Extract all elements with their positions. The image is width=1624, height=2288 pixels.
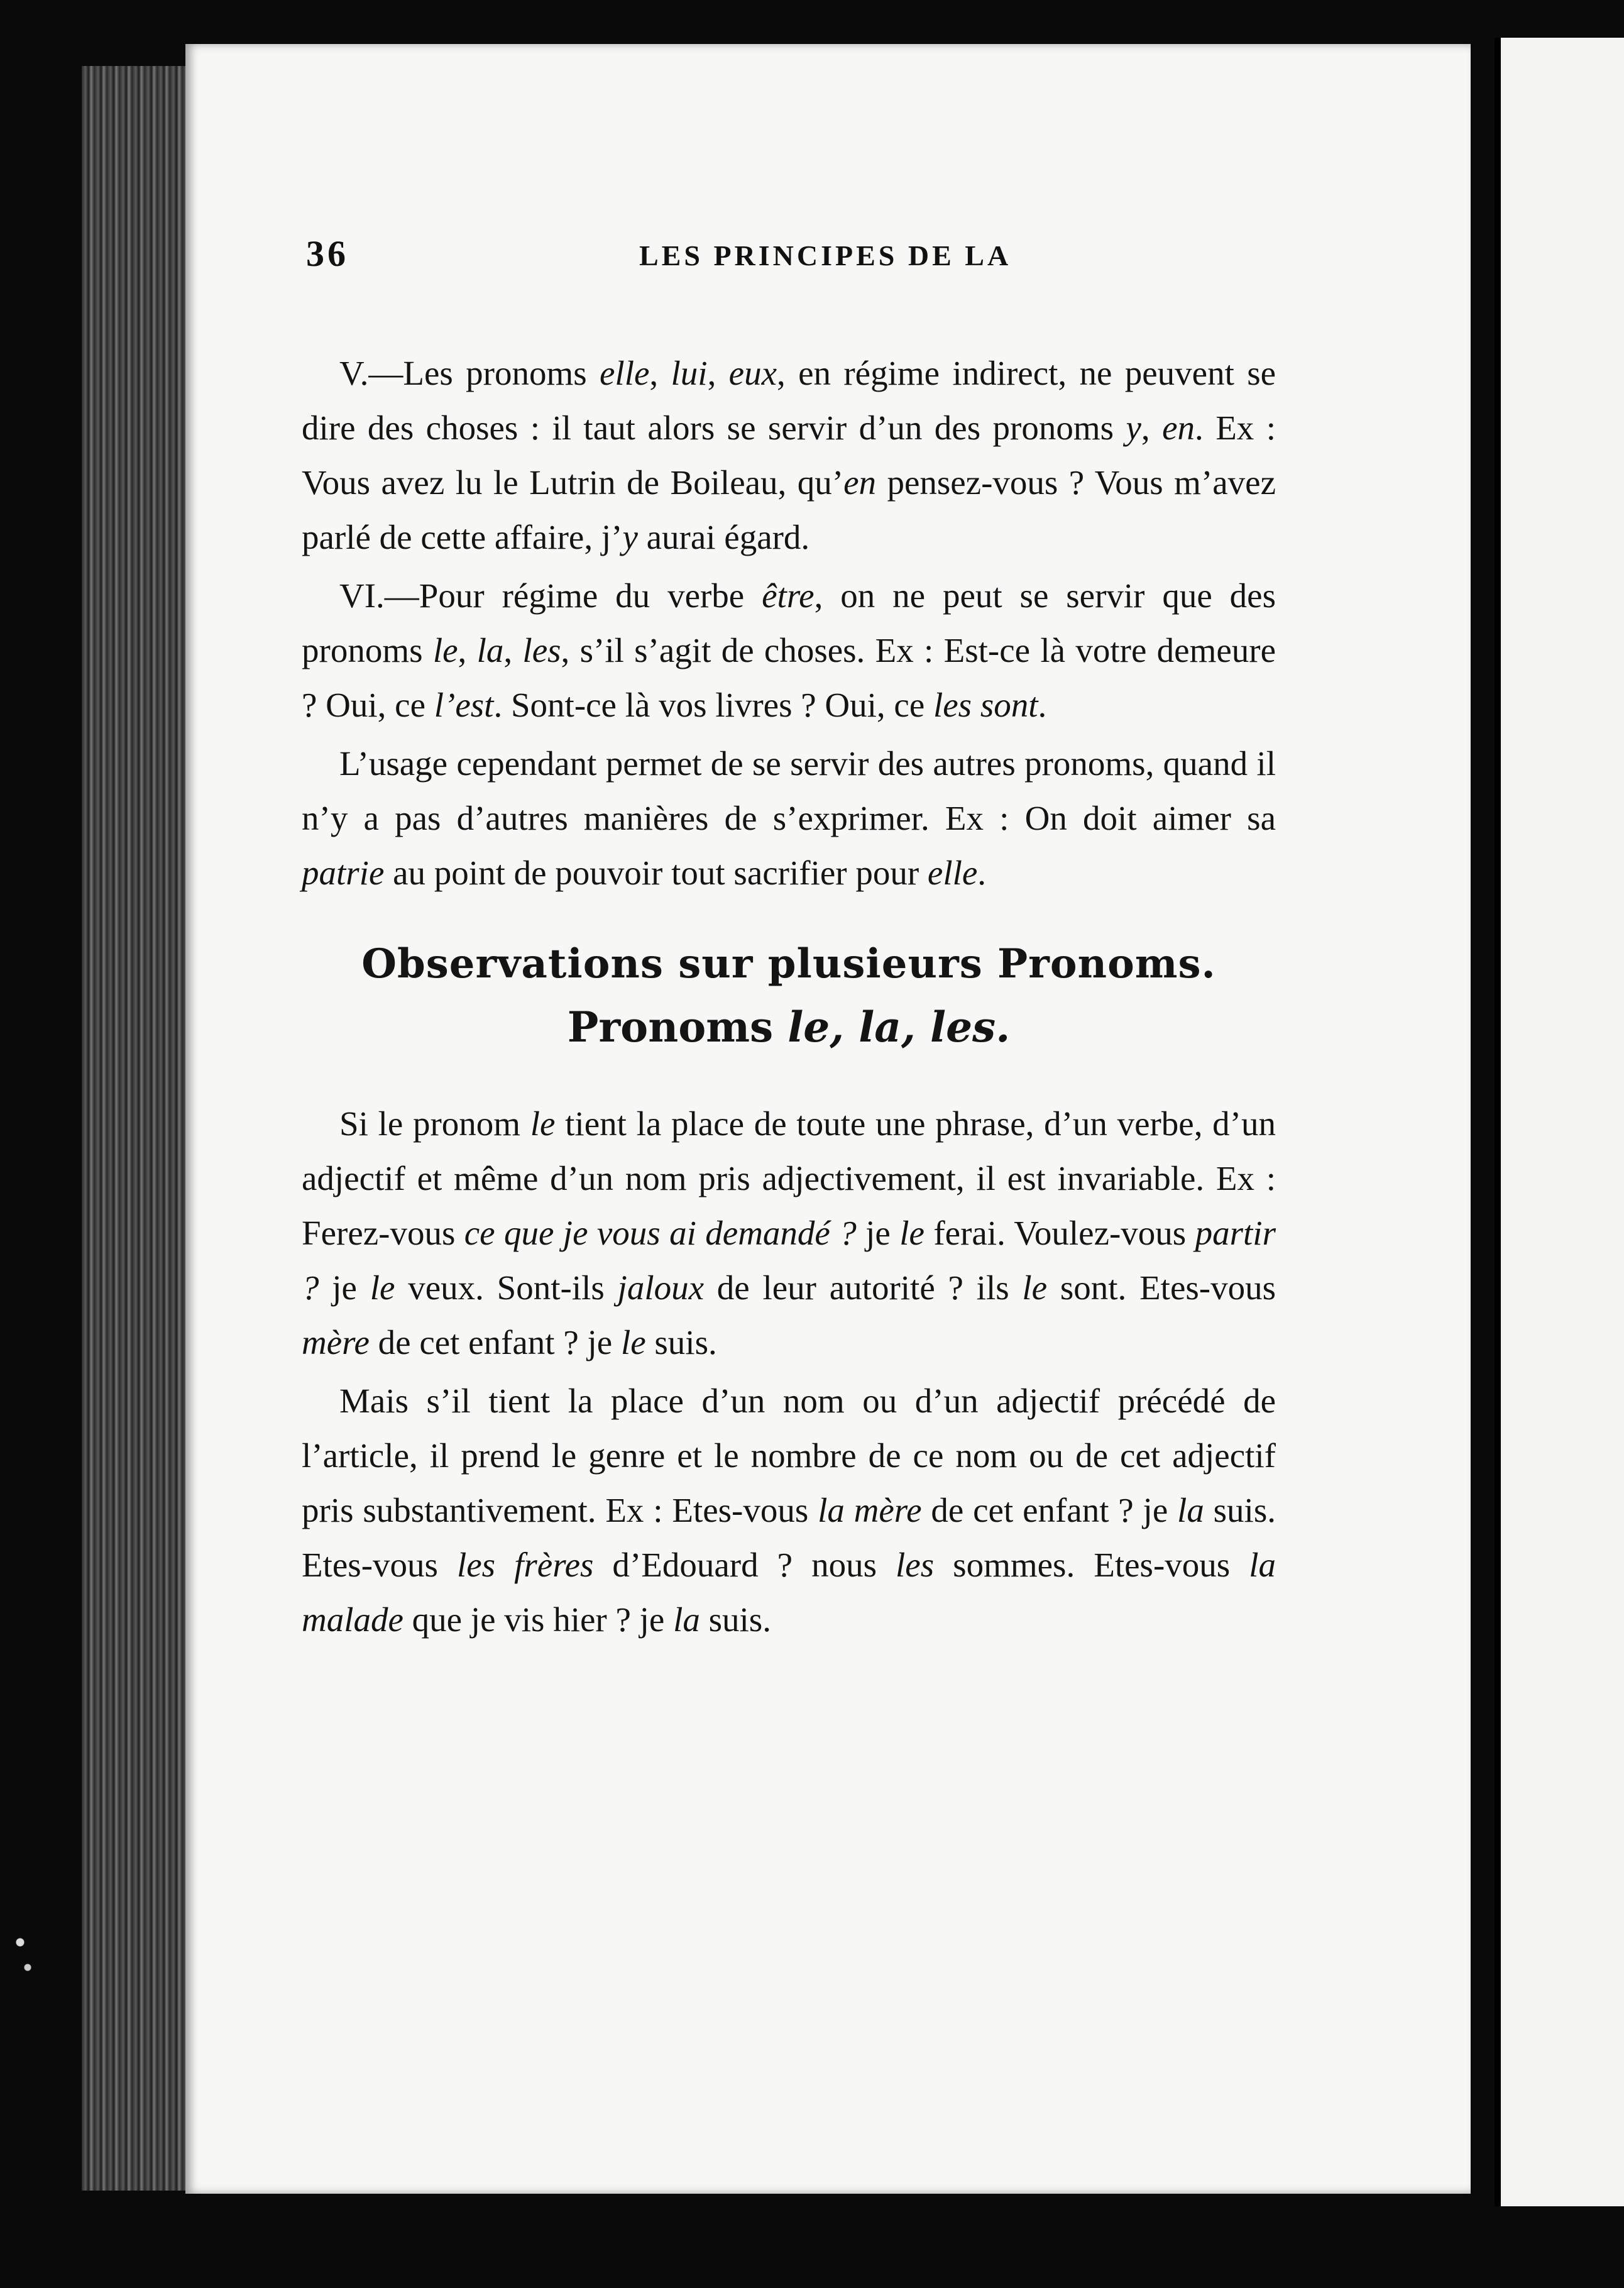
text-run: , en régime indirect, ne peuvent se dire des choses : il taut alors se servir d’un des pronoms: [302, 354, 1276, 447]
paragraph-rule-vi: [302, 568, 1276, 732]
page-number: 36: [306, 233, 349, 274]
paragraph-invariable: [302, 1096, 1276, 1370]
text-run: .: [977, 854, 987, 892]
italic-text: eux: [728, 354, 777, 392]
book-page: [185, 44, 1471, 2194]
italic-text: la malade: [302, 1546, 1276, 1639]
text-run: , s’il s’agit de choses. Ex : Est-ce là votre demeure ? Oui, ce: [302, 631, 1276, 724]
text-run: au point de pouvoir tout sacrifier pour: [384, 854, 928, 892]
italic-text: ce que je vous ai demandé ?: [464, 1214, 857, 1252]
text-run: je: [319, 1268, 370, 1307]
italic-text: partir ?: [302, 1214, 1276, 1307]
text-run: ferai. Voulez-vous: [924, 1214, 1195, 1252]
italic-text: jaloux: [617, 1268, 705, 1307]
text-run: sommes. Etes-vous: [934, 1546, 1249, 1584]
paragraph-variable: [302, 1373, 1276, 1647]
text-run: .: [1038, 686, 1047, 724]
italic-text: les frères: [456, 1546, 594, 1584]
italic-text: y: [1126, 409, 1141, 447]
italic-text: en: [1162, 409, 1195, 447]
italic-text: elle: [600, 354, 650, 392]
italic-text: la: [673, 1600, 700, 1639]
italic-text: le: [1022, 1268, 1048, 1307]
subsection-heading: [302, 996, 1276, 1059]
italic-text: la: [476, 631, 504, 669]
italic-text: en: [843, 463, 876, 502]
text-run: Mais s’il tient la place d’un nom ou d’un adjectif précédé de l’article, il prend le genre et le nombre de ce nom ou de cet adjectif pris substantivement. Ex : Etes-vous: [302, 1382, 1276, 1529]
text-run: suis. Etes-vous: [302, 1491, 1276, 1584]
facing-page-edge: [1495, 38, 1624, 2206]
text-run: suis.: [700, 1600, 771, 1639]
text-run: VI.—Pour régime du verbe: [339, 576, 762, 615]
text-run: je: [856, 1214, 900, 1252]
text-run: veux. Sont-ils: [395, 1268, 618, 1307]
subsection-heading-prefix: Pronoms: [567, 1003, 788, 1052]
italic-text: le: [620, 1323, 646, 1361]
text-run: sont. Etes-vous: [1047, 1268, 1276, 1307]
paragraph-usage: [302, 736, 1276, 900]
text-run: de cet enfant ? je: [369, 1323, 621, 1361]
italic-text: les: [522, 631, 561, 669]
italic-text: la mère: [818, 1491, 922, 1529]
paragraphs-after-heading: [302, 1096, 1276, 1647]
section-heading: Observations sur plusieurs Pronoms.: [361, 940, 1216, 987]
italic-text: lui: [671, 354, 708, 392]
italic-text: le: [370, 1268, 395, 1307]
italic-text: elle: [927, 854, 978, 892]
text-run: , on ne peut se servir que des pronoms: [302, 576, 1276, 669]
italic-text: y: [622, 518, 638, 556]
text-run: de cet enfant ? je: [921, 1491, 1178, 1529]
text-run: ,: [707, 354, 729, 392]
text-run: suis.: [645, 1323, 717, 1361]
book-spine-edge: [82, 66, 194, 2191]
subsection-heading-italic: le, la, les.: [787, 1003, 1011, 1052]
text-run: ,: [649, 354, 671, 392]
text-run: . Sont-ce là vos livres ? Oui, ce: [493, 686, 933, 724]
italic-text: le: [899, 1214, 924, 1252]
text-run: . Ex : Vous avez lu le Lutrin de Boileau, qu’: [302, 409, 1276, 502]
page-body: [302, 346, 1276, 1647]
italic-text: les: [896, 1546, 935, 1584]
paragraph-rule-v: [302, 346, 1276, 564]
italic-text: la: [1177, 1491, 1204, 1529]
running-head: [306, 233, 1387, 289]
text-run: d’Edouard ? nous: [593, 1546, 896, 1584]
text-run: que je vis hier ? je: [403, 1600, 674, 1639]
text-run: aurai égard.: [637, 518, 810, 556]
text-run: pensez-vous ? Vous m’avez parlé de cette affaire, j’: [302, 463, 1276, 556]
italic-text: être: [762, 576, 815, 615]
italic-text: patrie: [302, 854, 385, 892]
italic-text: l’est: [434, 686, 494, 724]
running-head-title: LES PRINCIPES DE LA: [639, 239, 1012, 272]
text-run: Si le pronom: [339, 1104, 530, 1143]
text-run: de leur autorité ? ils: [704, 1268, 1023, 1307]
text-run: L’usage cependant permet de se servir des autres pronoms, quand il n’y a pas d’autres manières de s’exprimer. Ex : On doit aimer sa: [302, 744, 1276, 837]
italic-text: mère: [302, 1323, 370, 1361]
text-run: ,: [1141, 409, 1163, 447]
scan-specks: [8, 1923, 36, 1999]
text-run: ,: [458, 631, 477, 669]
italic-text: le: [432, 631, 458, 669]
italic-text: les sont: [933, 686, 1038, 724]
text-run: tient la place de toute une phrase, d’un verbe, d’un adjectif et même d’un nom pris adjectivement, il est invariable. Ex : Ferez-vous: [302, 1104, 1276, 1252]
italic-text: le: [530, 1104, 556, 1143]
text-run: V.—Les pronoms: [339, 354, 600, 392]
paragraphs-before-heading: [302, 346, 1276, 900]
text-run: ,: [503, 631, 523, 669]
